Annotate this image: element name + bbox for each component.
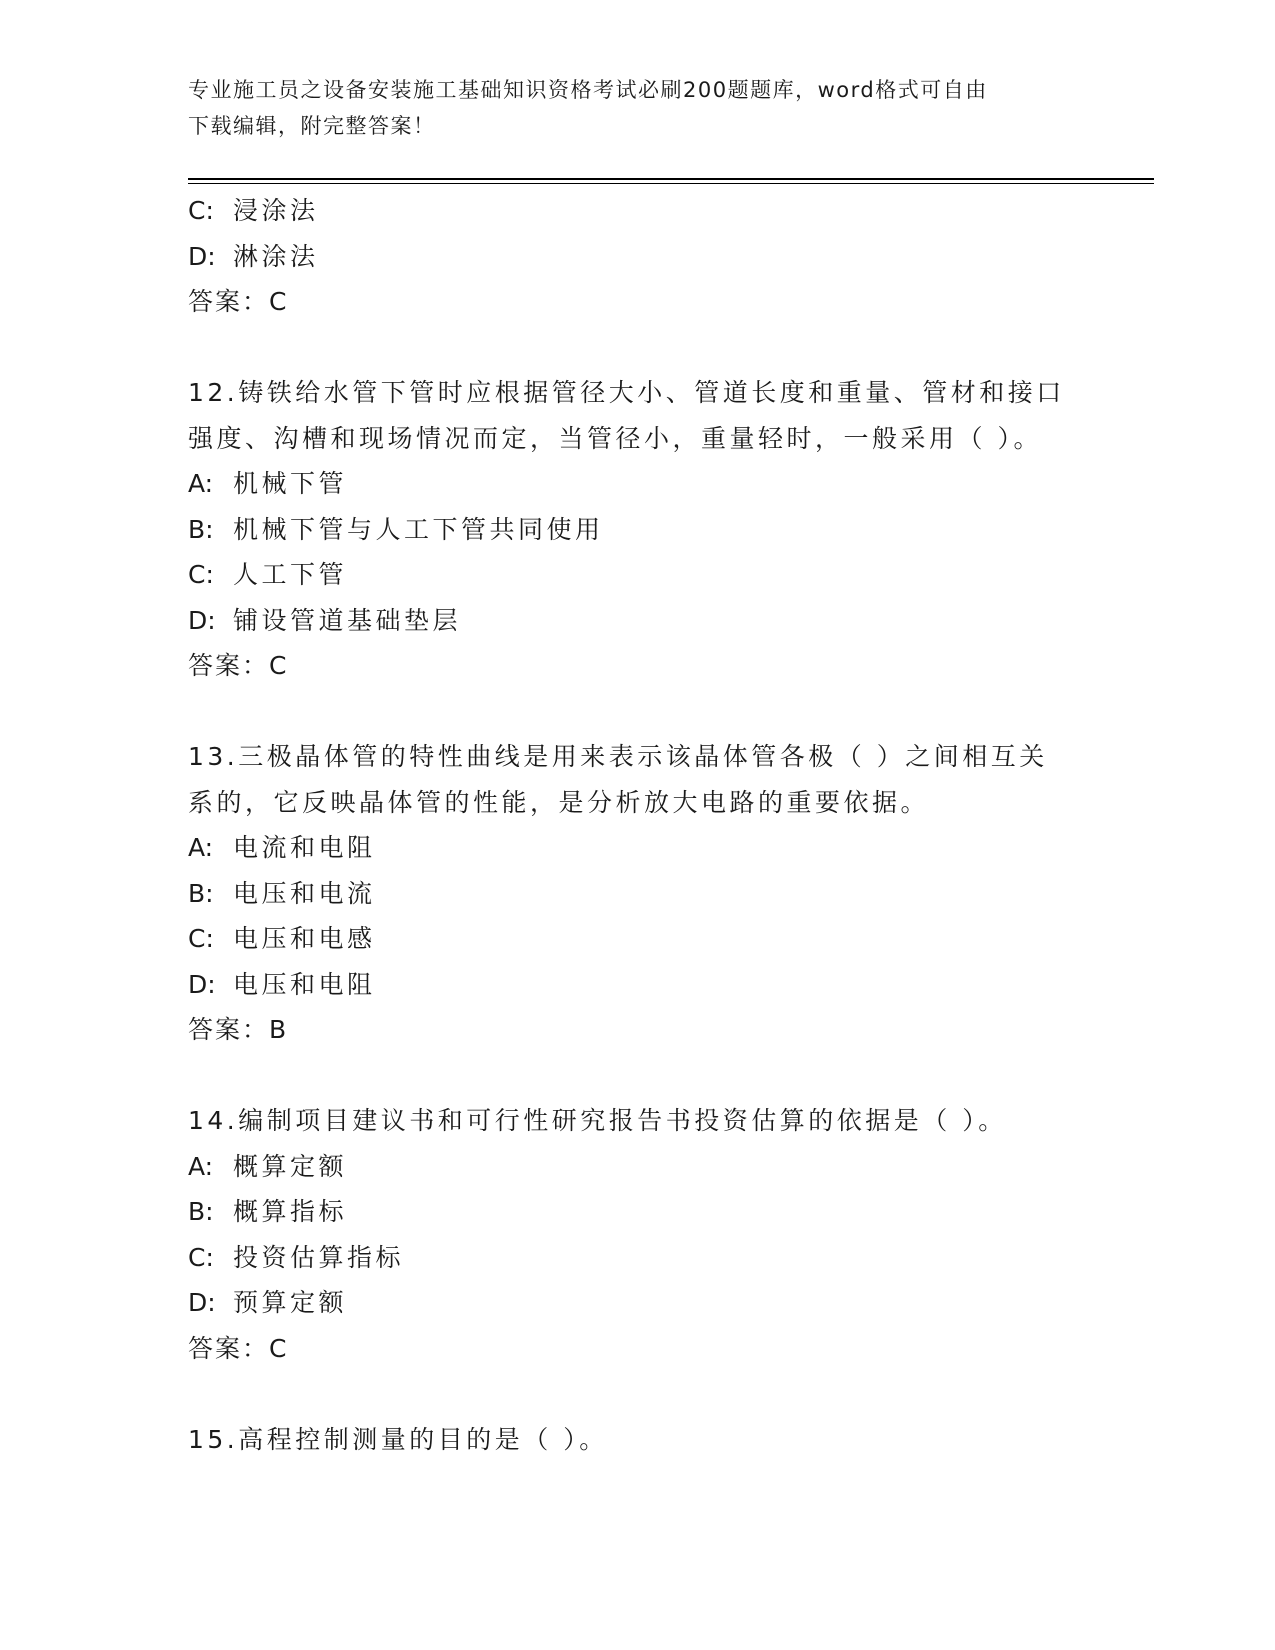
option-key: B:	[188, 1197, 214, 1226]
spacer	[188, 325, 1088, 371]
answer-line: 答案：C	[188, 651, 289, 680]
header-title-line-1: 专业施工员之设备安装施工基础知识资格考试必刷200题题库，word格式可自由	[188, 78, 988, 102]
option-d	[188, 598, 1088, 644]
question-15	[188, 1417, 1088, 1463]
option-key: A:	[188, 833, 214, 862]
option-key: C:	[188, 560, 214, 589]
option-text: 电流和电阻	[233, 833, 376, 862]
option-a	[188, 1144, 1088, 1190]
header-divider-thick	[188, 178, 1154, 180]
option-c	[188, 1235, 1088, 1281]
question-11-tail	[188, 188, 1088, 325]
question-list	[188, 188, 1088, 1462]
header-divider-thin	[188, 183, 1154, 184]
answer-line: 答案：B	[188, 1015, 289, 1044]
question-14	[188, 1098, 1088, 1371]
option-text: 预算定额	[233, 1288, 348, 1317]
option-key: A:	[188, 1151, 214, 1181]
option-b	[188, 1189, 1088, 1235]
option-text: 人工下管	[233, 560, 348, 589]
header-title-line-2: 下载编辑，附完整答案！	[188, 114, 436, 138]
option-d	[188, 1280, 1088, 1326]
question-stem-line-2: 系的，它反映晶体管的性能，是分析放大电路的重要依据。	[188, 787, 930, 817]
question-stem-line-1: 15.高程控制测量的目的是（ ）。	[188, 1424, 608, 1454]
option-d	[188, 234, 1088, 280]
option-c	[188, 552, 1088, 598]
option-text: 淋涂法	[233, 241, 319, 271]
option-key: D:	[188, 241, 216, 271]
option-text: 浸涂法	[233, 196, 319, 225]
option-key: B:	[188, 878, 214, 908]
option-text: 投资估算指标	[233, 1242, 405, 1272]
question-stem-line-2: 强度、沟槽和现场情况而定，当管径小，重量轻时，一般采用（ ）。	[188, 423, 1042, 453]
answer-line: 答案：C	[188, 1333, 289, 1363]
option-key: A:	[188, 469, 214, 498]
option-key: D:	[188, 1288, 216, 1317]
option-text: 铺设管道基础垫层	[233, 605, 462, 635]
option-key: D:	[188, 969, 216, 999]
option-a	[188, 825, 1088, 871]
option-key: C:	[188, 196, 214, 225]
option-key: C:	[188, 1242, 214, 1272]
question-stem-line-1: 14.编制项目建议书和可行性研究报告书投资估算的依据是（ ）。	[188, 1106, 1007, 1135]
option-text: 电压和电阻	[233, 969, 376, 999]
option-a	[188, 461, 1088, 507]
spacer	[188, 689, 1088, 735]
question-stem-line-1: 12.铸铁给水管下管时应根据管径大小、管道长度和重量、管材和接口	[188, 378, 1065, 407]
option-key: D:	[188, 605, 216, 635]
spacer	[188, 1053, 1088, 1099]
document-header	[188, 72, 1068, 144]
question-13	[188, 734, 1088, 1053]
option-text: 概算指标	[233, 1197, 348, 1226]
answer-line: 答案：C	[188, 287, 289, 316]
option-c	[188, 916, 1088, 962]
option-c	[188, 188, 1088, 234]
option-text: 概算定额	[233, 1151, 348, 1181]
option-text: 电压和电流	[233, 878, 376, 908]
option-key: B:	[188, 514, 214, 544]
question-stem-line-1: 13.三极晶体管的特性曲线是用来表示该晶体管各极（ ）之间相互关	[188, 742, 1048, 771]
option-d	[188, 962, 1088, 1008]
option-text: 机械下管与人工下管共同使用	[233, 514, 604, 544]
option-b	[188, 507, 1088, 553]
option-b	[188, 871, 1088, 917]
option-key: C:	[188, 924, 214, 953]
option-text: 机械下管	[233, 469, 348, 498]
spacer	[188, 1371, 1088, 1417]
question-12	[188, 370, 1088, 689]
option-text: 电压和电感	[233, 924, 376, 953]
